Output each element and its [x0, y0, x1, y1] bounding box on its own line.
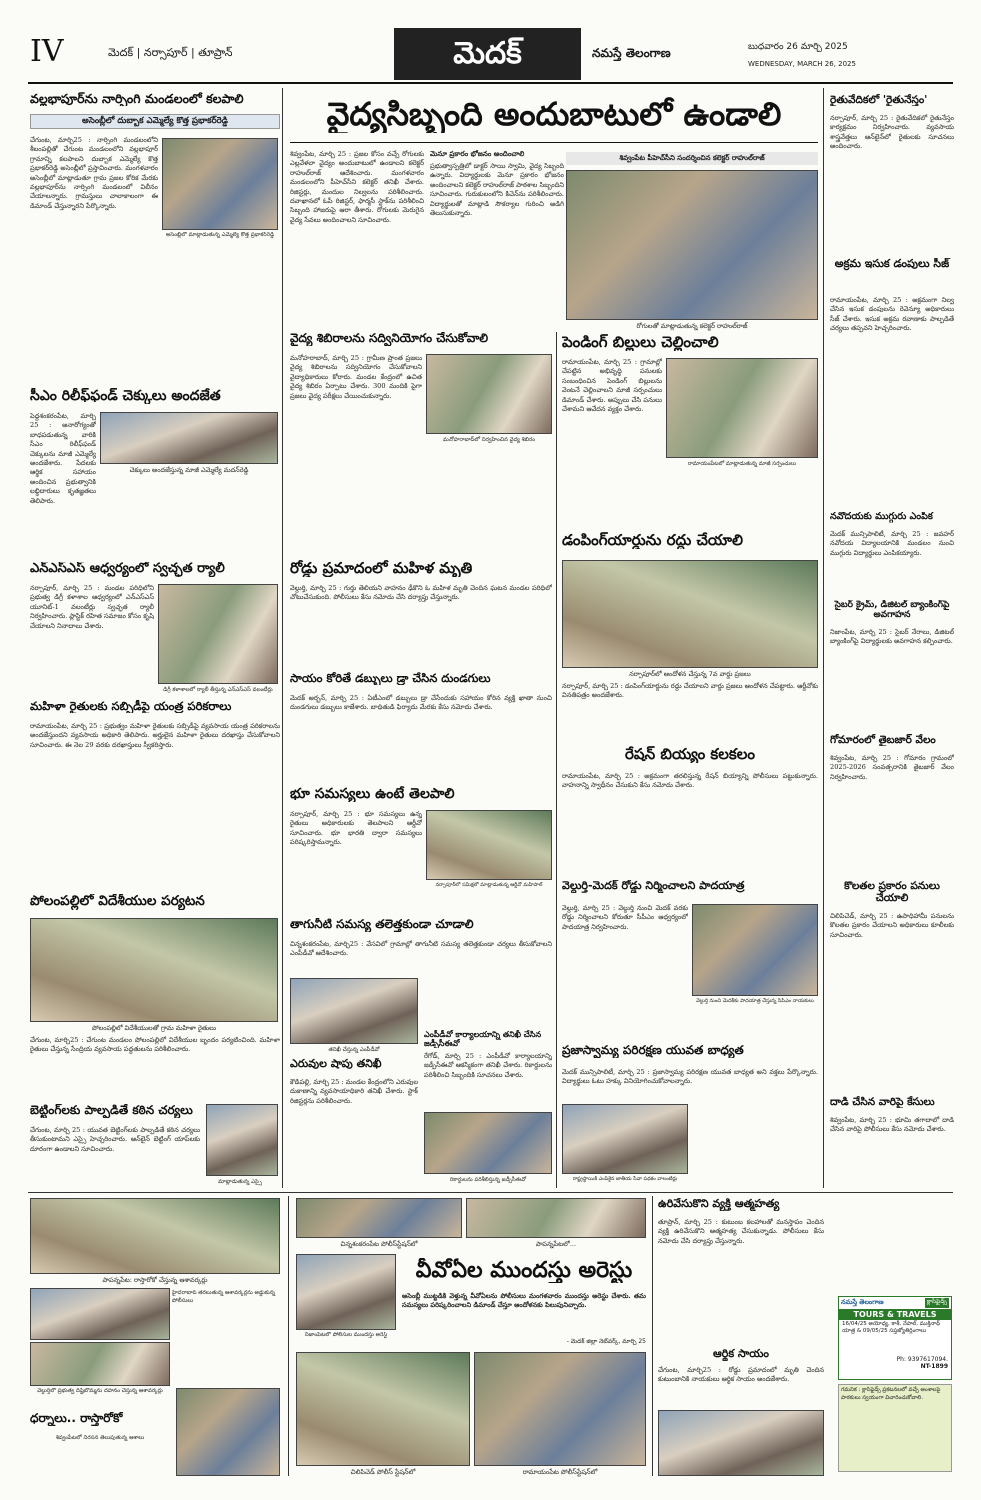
sarpanch-photo	[666, 358, 818, 458]
headline-padayatra: వెల్దుర్తి-మెదక్ రోడ్డు నిర్మించాలని పాదయాత్ర	[562, 880, 745, 892]
headline-polampally: పోలంపల్లిలో విదేశీయుల పర్యటన	[30, 894, 205, 909]
padayatra-photo	[692, 904, 818, 996]
lead-body-1: శివ్వంపేట, మార్చి 25 : ప్రజల కోసం వచ్చే రోగులకు ఎల్లవేళలా వైద్యం అందుబాటులో ఉండాలని కలెక్టర్ రాహుల్‌రాజ్ ఆదేశించారు. మంగళవారం మండలంలోని పీహెచ్‌సీని కలెక్టర్ తనిఖీ చేశారు. రిజిస్టర్లు, మందుల నిల్వలను పరిశీలించారు. దవాఖానలో ఓపీ రిజిస్టర్, ఫార్మసీ స్టాక్‌ను పరిశీలించి సిబ్బంది హాజరుపై ఆరా తీశారు. రోగులకు మెరుగైన వైద్య సేవలు అందించాలని సూచించారు.	[290, 150, 424, 224]
vvoa-photo-2	[466, 1198, 646, 1238]
photo-caption: పోలంపల్లిలో విదేశీయులతో గ్రామ మహిళా రైతులు	[91, 1024, 217, 1032]
article-body: చేగుంట, మార్చి25 : నార్సింగి మండలంలోని శీలంపల్లితో చేగుంట మండలంలోని వల్లభాపూర్ గ్రామాన్ని కలపాలని దుబ్బాక ఎమ్మెల్యే కొత్త ప్రభాకర్‌రెడ్డి అసెంబ్లీలో ప్రస్తావించారు. మంగళవారం అసెంబ్లీలో మాట్లాడుతూ గ్రామ ప్రజల కోరిక మేరకు వల్లభాపూర్‌ను నార్సింగి మండలంలో విలీనం చేయాలన్నారు. గ్రామస్తులు చాలాకాలంగా ఈ డిమాండ్ చేస్తున్నారని పేర్కొన్నారు.	[30, 136, 158, 210]
headline-pending-bills: పెండింగ్ బిల్లులు చెల్లించాలి	[562, 334, 719, 351]
column-rule	[288, 1196, 289, 1476]
article-body: చిన్నశంకరంపేట, మార్చి25 : వేసవిలో గ్రామాల్లో తాగునీటి సమస్య తలెత్తకుండా చర్యలు తీసుకోవాలని ఎంపీడీవో ఆదేశించారు.	[290, 940, 552, 958]
headline-financial-aid: ఆర్థిక సాయం	[713, 1348, 769, 1360]
foreigners-photo	[30, 918, 278, 1022]
headline-gomaram: గోమారంలో తైబజార్ వేలం	[830, 734, 936, 746]
vvoa-photo-5	[474, 1352, 646, 1466]
article-body: వెల్దుర్తి, మార్చి 25 : వెల్దుర్తి నుంచి మెదక్ వరకు రోడ్డు నిర్మించాలని కోరుతూ సీపీఎం ఆధ్వర్యంలో పాదయాత్ర నిర్వహించారు.	[562, 904, 688, 931]
article-body: అసెంబ్లీ ముట్టడికి వెళ్తున్న వీవోఏలను పోలీసులు మంగళవారం ముందస్తు అరెస్టు చేశారు. తమ సమస్యలు పరిష్కరించాలని డిమాండ్ చేస్తూ ఆందోళనకు పిలుపునిచ్చారు.	[402, 1292, 646, 1310]
byline: - మెదక్ జిల్లా నెట్‌వర్క్, మార్చి 25	[566, 1338, 646, 1345]
photo-caption: నిజాంపేటలో పోలీసుల ముందస్తు అరెస్ట్	[304, 1332, 388, 1338]
photo-caption: చిన్నశంకరంపేట పోలీస్‌స్టేషన్‌లో	[340, 1240, 418, 1248]
article-body	[692, 1104, 818, 1184]
date-english: WEDNESDAY, MARCH 26, 2025	[748, 60, 856, 68]
headline-land-issues: భూ సమస్యలు ఉంటే తెలపాలి	[290, 786, 455, 802]
asha-protest-photo	[176, 1388, 280, 1476]
water-photo	[290, 978, 418, 1044]
ad-code: NT-1899	[920, 1363, 948, 1370]
edition-title: మెదక్	[453, 36, 522, 71]
collector-photo	[566, 170, 818, 320]
photo-caption: వెల్దుర్తి నుంచి మెదక్‌కు పాదయాత్ర చేస్తున్న సీపీఎం నాయకులు	[696, 998, 814, 1004]
article-body: మెదక్ మున్సిపాలిటీ, మార్చి 25 : ప్రజాస్వామ్య పరిరక్షణ యువత బాధ్యత అని వక్తలు పేర్కొన్నారు. విద్యార్థులు ఓటు హక్కు వినియోగించుకోవాలన్నారు.	[562, 1068, 818, 1086]
photo-caption: పాపన్నపేట: రాస్తారోకో చేస్తున్న ఆశావర్కర్లు	[102, 1276, 208, 1284]
page-number: IV	[30, 34, 64, 69]
lead-kicker: శివ్వంపేట పీహెచ్‌సీని సందర్శించిన కలెక్టర్ రాహుల్‌రాజ్	[566, 152, 818, 165]
masthead-rule	[28, 82, 953, 84]
lead-headline: వైద్యసిబ్బంది అందుబాటులో ఉండాలి	[326, 96, 782, 133]
headline-atm-fraud: సాయం కోరితే డబ్బులు డ్రా చేసిన దుండగులు	[290, 672, 491, 685]
headline-cmrf: సీఎం రిలీఫ్‌ఫండ్ చెక్కులు అందజేత	[30, 388, 221, 404]
article-body: నర్సాపూర్, మార్చి 25 : భూ సమస్యలు ఉన్న రైతులు అధికారులకు తెలపాలని ఆర్డీవో సూచించారు. భూ భారతి ద్వారా సమస్యలు పరిష్కరిస్తామన్నారు.	[290, 810, 422, 847]
ad-body: 16/04/25 అయోధ్య, కాశీ, నేపాల్, ముక్తినాథ్ యాత్ర & 09/05/25 సప్తజ్యోతిర్లింగాలు	[842, 1321, 940, 1334]
vvoa-photo-4	[296, 1352, 470, 1466]
article-body: రామాయంపేట, మార్చి 25 : ప్రభుత్వం మహిళా రైతులకు సబ్సిడీపై వ్యవసాయ యంత్ర పరికరాలను అందజేస్తుందని వ్యవసాయ అధికారి తెలిపారు. అర్హులైన మహిళా రైతులు దరఖాస్తు చేసుకోవాలని సూచించారు. ఈ నెల 29 వరకు దరఖాస్తులు స్వీకరిస్తారు.	[30, 722, 280, 749]
article-body: పెద్దశంకరంపేట, మార్చి 25 : అనారోగ్యంతో బాధపడుతున్న వారికి సీఎం రిలీఫ్‌ఫండ్ చెక్కులను మాజీ ఎమ్మెల్యే అందజేశారు. పేదలకు ఆర్థిక సహాయం అందించిన ప్రభుత్వానికి లబ్ధిదారులు కృతజ్ఞతలు తెలిపారు.	[30, 412, 96, 505]
article-body: వెల్దుర్తి, మార్చి 25 : గుర్తు తెలియని వాహనం ఢీకొని ఓ మహిళ మృతి చెందిన ఘటన మండల పరిధిలో చోటుచేసుకుంది. పోలీసులు కేసు నమోదు చేసి దర్యాప్తు చేస్తున్నారు.	[290, 584, 552, 602]
photo-caption: అసెంబ్లీలో మాట్లాడుతున్న ఎమ్మెల్యే కొత్త ప్రభాకర్‌రెడ్డి	[165, 232, 275, 238]
column-rule	[652, 1196, 653, 1476]
vvoa-photo-1	[296, 1198, 462, 1238]
article-body: నర్సాపూర్, మార్చి 25 : డంపింగ్‌యార్డును రద్దు చేయాలని వార్డు ప్రజలు ఆందోళన చేపట్టారు. ఆర్డీవోకు వినతిపత్రం అందజేశారు.	[562, 682, 818, 700]
headline-drinking-water: తాగునీటి సమస్య తలెత్తకుండా చూడాలి	[290, 918, 474, 931]
edition-box	[394, 28, 581, 80]
headline-navodaya: నవోదయకు ముగ్గురు ఎంపిక	[830, 512, 933, 522]
mla-photo	[162, 138, 278, 230]
photo-caption: నర్సాపూర్‌లో సమీక్షలో మాట్లాడుతున్న ఆర్డీవో మహిపాల్	[435, 882, 543, 888]
photo-caption: హైదరాబాద్ తరలుతున్న ఆశావర్కర్లను అడ్డుకున్న పోలీసులు	[172, 1290, 276, 1304]
photo-caption: తనిఖీ చేస్తున్న ఎంపీడీవో	[328, 1047, 380, 1053]
photo-caption: రాష్ట్రస్థాయికి ఎంపికైన జాతీయ సేవా పథకం వాలంటీర్లు	[572, 1176, 678, 1182]
column-rule	[556, 332, 557, 1188]
photo-caption: రికార్డులను పరిశీలిస్తున్న జడ్పీసీఈవో	[449, 1177, 527, 1183]
headline-women-farmers: మహిళా రైతులకు సబ్సిడీపై యంత్ర పరికరాలు	[30, 700, 232, 713]
article-body: రేగోడ్, మార్చి 25 : ఎంపీడీవో కార్యాలయాన్ని జడ్పీసీఈవో ఆకస్మికంగా తనిఖీ చేశారు. రికార్డులను పరిశీలించి సిబ్బందికి సూచనలు చేశారు.	[424, 1052, 552, 1079]
asha-rastaroko-photo	[30, 1198, 280, 1274]
photo-caption: పాపన్నపేటలో...	[535, 1240, 577, 1248]
zp-ceo-photo	[424, 1112, 552, 1174]
headline-vallabhapur: వల్లభాపూర్‌ను నార్సింగి మండలంలో కలపాలి	[30, 92, 244, 106]
photo-caption: రామాయంపేటలో మాట్లాడుతున్న మాజీ సర్పంచులు	[687, 461, 797, 467]
article-body: రామాయంపేట, మార్చి 25 : అక్రమంగా తరలిస్తున్న రేషన్ బియ్యాన్ని పోలీసులు పట్టుకున్నారు. వాహనాన్ని స్వాధీనం చేసుకుని కేసు నమోదు చేశారు.	[562, 772, 818, 790]
subhead-banner: అసెంబ్లీలో దుబ్బాక ఎమ్మెల్యే కొత్త ప్రభాకర్‌రెడ్డి	[30, 114, 280, 129]
article-body: రామాయంపేట, మార్చి 25 : గ్రామాల్లో చేపట్టిన అభివృద్ధి పనులకు సంబంధించిన పెండింగ్ బిల్లులను వెంటనే చెల్లించాలని మాజీ సర్పంచులు డిమాండ్ చేశారు. అప్పులు చేసి పనులు చేశామని ఆవేదన వ్యక్తం చేశారు.	[562, 358, 662, 414]
photo-caption: చెక్కులు అందజేస్తున్న మాజీ ఎమ్మెల్యే మదన్‌రెడ్డి	[129, 466, 249, 474]
lead-body-2: ప్రభుత్వాస్పత్రిలో డాక్టర్ సాయి స్వామి, వైద్య సిబ్బంది ఉన్నారు. విద్యార్థులకు మెనూ ప్రకారం భోజనం అందించాలని కలెక్టర్ రాహుల్‌రాజ్ పాఠశాల సిబ్బందిని సూచించారు. గురుకులంలోని కిచెన్‌ను పరిశీలించారు. విద్యార్థులతో మాట్లాడి సౌకర్యాల గురించి అడిగి తెలుసుకున్నారు.	[430, 162, 564, 218]
headline-ration-rice: రేషన్ బియ్యం కలకలం	[625, 746, 755, 763]
headline-betting: బెట్టింగ్‌లకు పాల్పడితే కఠిన చర్యలు	[30, 1104, 193, 1117]
headline-nss-rally: ఎన్‌ఎస్ఎస్ ఆధ్వర్యంలో స్వచ్ఛత ర్యాలీ	[30, 562, 225, 576]
lead-subhead: మెనూ ప్రకారం భోజనం అందించాలి	[430, 150, 525, 158]
article-body: తూప్రాన్, మార్చి 25 : కుటుంబ కలహాలతో మనస్తాపం చెందిన వ్యక్తి ఉరివేసుకొని ఆత్మహత్య చేసుకున్నాడు. పోలీసులు కేసు నమోదు చేసి దర్యాప్తు చేస్తున్నారు.	[658, 1218, 824, 1245]
article-body: మెదక్ మున్సిపాలిటీ, మార్చి 25 : జవహర్ నవోదయ విద్యాలయానికి మండలం నుంచి ముగ్గురు విద్యార్థులు ఎంపికయ్యారు.	[830, 530, 954, 557]
photo-caption: వెల్దుర్తిలో ప్రభుత్వ దిష్టిబొమ్మను దహనం చేస్తున్న ఆశావర్కర్లు	[37, 1388, 163, 1394]
date-telugu: బుధవారం 26 మార్చి 2025	[748, 42, 848, 52]
article-body	[562, 476, 818, 528]
photo-caption: డిగ్రీ కళాశాలలో ర్యాలీ తీస్తున్న ఎన్‌ఎస్ఎస్ వలంటీర్లు	[163, 687, 273, 693]
photo-caption: రామాయంపేట పోలీస్‌స్టేషన్‌లో	[522, 1468, 598, 1476]
rdo-photo	[426, 810, 552, 880]
section-rule	[28, 1192, 953, 1193]
column-rule	[282, 88, 283, 1188]
headline-dharnas: ధర్నాలు.. రాస్తారోకో	[30, 1412, 123, 1425]
article-body: నర్సాపూర్, మార్చి 25 : రైతువేదికలో రైతునేస్తం కార్యక్రమం నిర్వహించారు. వ్యవసాయ శాస్త్రవేత్తలు ఆన్‌లైన్‌లో రైతులకు సూచనలు అందించారు.	[830, 114, 954, 151]
headline-medical-camps: వైద్య శిబిరాలను సద్వినియోగం చేసుకోవాలి	[290, 332, 489, 345]
article-body: చేగుంట, మార్చి25 : చేగుంట మండలం పోలంపల్లిలో విదేశీయుల బృందం పర్యటించింది. మహిళా రైతులు చేస్తున్న సేంద్రియ వ్యవసాయ పద్ధతులను పరిశీలించారు.	[30, 1036, 280, 1054]
photo-caption: నర్సాపూర్‌లో ఆందోళన చేస్తున్న 7వ వార్డు ప్రజలు	[629, 670, 751, 678]
classified-ad	[838, 1296, 952, 1380]
camp-photo	[426, 354, 552, 434]
article-body: నర్సాపూర్, మార్చి 25 : మండల పరిధిలోని ప్రభుత్వ డిగ్రీ కళాశాల ఆధ్వర్యంలో ఎన్‌ఎస్ఎస్ యూనిట్-1 వలంటీర్లు స్వచ్ఛత ర్యాలీ నిర్వహించారు. ప్లాస్టిక్ రహిత సమాజం కోసం కృషి చేయాలని నినాదాలు చేశారు.	[30, 584, 154, 630]
article-body: శివ్వంపేట, మార్చి 25 : భూమి తగాదాలో దాడి చేసిన వారిపై పోలీసులు కేసు నమోదు చేశారు.	[830, 1116, 954, 1134]
vvoa-photo-3	[296, 1254, 396, 1330]
photo-caption: శివ్వంపేటలో నిరసన తెలుపుతున్న ఆశాలు	[55, 1435, 145, 1441]
ad-phone: Ph: 9397617094.	[896, 1356, 948, 1363]
article-body: చిలిపిచెడ్, మార్చి 25 : ఉపాధిహామీ పనులను కొలతల ప్రకారం చేయాలని అధికారులు కూలీలకు సూచించారు.	[830, 912, 954, 939]
ad-brand: నమస్తే తెలంగాణ	[841, 1298, 884, 1306]
photo-caption: మాట్లాడుతున్న ఎస్సై	[218, 1179, 262, 1185]
photo-caption: చిలిపిచెడ్ పోలీస్ స్టేషన్‌లో	[350, 1468, 416, 1476]
column-rule	[823, 88, 824, 1188]
headline-fertilizer-shop: ఎరువుల షాపు తనిఖీ	[290, 1058, 382, 1070]
article-body: మనోహరాబాద్, మార్చి 25 : గ్రామీణ ప్రాంత ప్రజలు వైద్య శిబిరాలను సద్వినియోగం చేసుకోవాలని వైద్యాధికారులు కోరారు. మండల కేంద్రంలో ఉచిత వైద్య శిబిరం ఏర్పాటు చేశారు. 300 మందికి పైగా ప్రజలు వైద్య పరీక్షలు చేయించుకున్నారు.	[290, 354, 422, 400]
effigy-photo	[30, 1342, 170, 1386]
ad-title: TOURS & TRAVELS	[839, 1309, 951, 1320]
headline-suicide: ఉరివేసుకొని వ్యక్తి ఆత్మహత్య	[658, 1198, 780, 1210]
asha-police-photo	[30, 1288, 170, 1340]
photo-caption: మనోహరాబాద్‌లో నిర్వహించిన వైద్య శిబిరం	[443, 437, 535, 443]
headline-attack-cases: దాడి చేసిన వారిపై కేసులు	[830, 1096, 935, 1108]
si-photo	[206, 1104, 278, 1176]
article-body: నిజాంపేట, మార్చి 25 : సైబర్ నేరాలు, డిజిటల్ బ్యాంకింగ్‌పై విద్యార్థులకు అవగాహన కల్పించారు.	[830, 628, 954, 646]
lead-rule	[290, 142, 818, 143]
headline-democracy: ప్రజాస్వామ్య పరిరక్షణ యువత బాధ్యత	[562, 1044, 744, 1057]
ad-tag: క్లాసిఫైడ్స్	[925, 1298, 949, 1308]
article-body: మెదక్ అర్బన్, మార్చి 25 : ఏటీఎంలో డబ్బులు డ్రా చేసేందుకు సహాయం కోరిన వ్యక్తి ఖాతా నుంచి దుండగులు డబ్బులు కాజేశారు. బాధితుడి ఫిర్యాదు మేరకు కేసు నమోదు చేశారు.	[290, 694, 552, 712]
aid-photo	[658, 1410, 824, 1476]
rally-photo	[158, 584, 278, 684]
article-body: శివ్వంపేట, మార్చి 25 : గోమారం గ్రామంలో 2025-2026 సంవత్సరానికి తైబజార్ వేలం నిర్వహించారు.	[830, 754, 954, 781]
classified-notice: గమనిక : క్లాసిఫైడ్స్ ప్రకటనలలో వచ్చే అంశాలపై పాఠకులు స్వయంగా విచారించుకోవాలి.	[838, 1384, 952, 1472]
nss-photo	[562, 1104, 688, 1174]
section-links: మెదక్ | నర్సాపూర్ | తూప్రాన్	[108, 46, 233, 59]
cmrf-photo	[100, 412, 278, 464]
headline-zp-ceo: ఎంపీడీవో కార్యాలయాన్ని తనిఖీ చేసిన జడ్పీసీఈవో	[424, 1030, 542, 1049]
photo-caption: రోగులతో మాట్లాడుతున్న కలెక్టర్ రాహుల్‌రాజ్	[636, 322, 748, 330]
headline-measurements: కొలతల ప్రకారం పనులు చేయాలి	[844, 880, 940, 905]
paper-name: నమస్తే తెలంగాణ	[592, 46, 671, 60]
article-body: చేగుంట, మార్చి 25 : యువత బెట్టింగ్‌లకు పాల్పడితే కఠిన చర్యలు తీసుకుంటామని ఎస్సై హెచ్చరించారు. ఆన్‌లైన్ బెట్టింగ్ యాప్‌లకు దూరంగా ఉండాలని సూచించారు.	[30, 1126, 200, 1153]
headline-dumping-yard: డంపింగ్‌యార్డును రద్దు చేయాలి	[562, 532, 744, 549]
article-body: కౌడిపల్లి, మార్చి 25 : మండల కేంద్రంలోని ఎరువుల దుకాణాన్ని వ్యవసాయాధికారి తనిఖీ చేశారు. స్టాక్ రిజిస్టర్లను పరిశీలించారు.	[290, 1078, 418, 1105]
headline-cyber-crime: సైబర్ క్రైమ్, డిజిటల్ బ్యాంకింగ్‌పై అవగాహన	[834, 600, 950, 621]
headline-vvoa-arrest: వీవోఏల ముందస్తు అరెస్టు	[415, 1258, 633, 1283]
article-body: చేగుంట, మార్చి25 : రోడ్డు ప్రమాదంలో మృతి చెందిన కుటుంబానికి నాయకులు ఆర్థిక సాయం అందజేశారు.	[658, 1366, 824, 1384]
article-body: రామాయంపేట, మార్చి 25 : అక్రమంగా నిల్వ చేసిన ఇసుక డంపులను రెవెన్యూ అధికారులు సీజ్ చేశారు. ఇసుక అక్రమ రవాణాకు పాల్పడితే చర్యలు తప్పవని హెచ్చరించారు.	[830, 296, 954, 333]
headline-road-accident: రోడ్డు ప్రమాదంలో మహిళ మృతి	[290, 560, 473, 577]
headline-raithu-nestham: రైతువేదికలో 'రైతునేస్తం'	[830, 94, 928, 106]
dumping-photo	[562, 560, 818, 668]
headline-sand-seized: అక్రమ ఇసుక డంపులు సీజ్	[834, 258, 950, 270]
